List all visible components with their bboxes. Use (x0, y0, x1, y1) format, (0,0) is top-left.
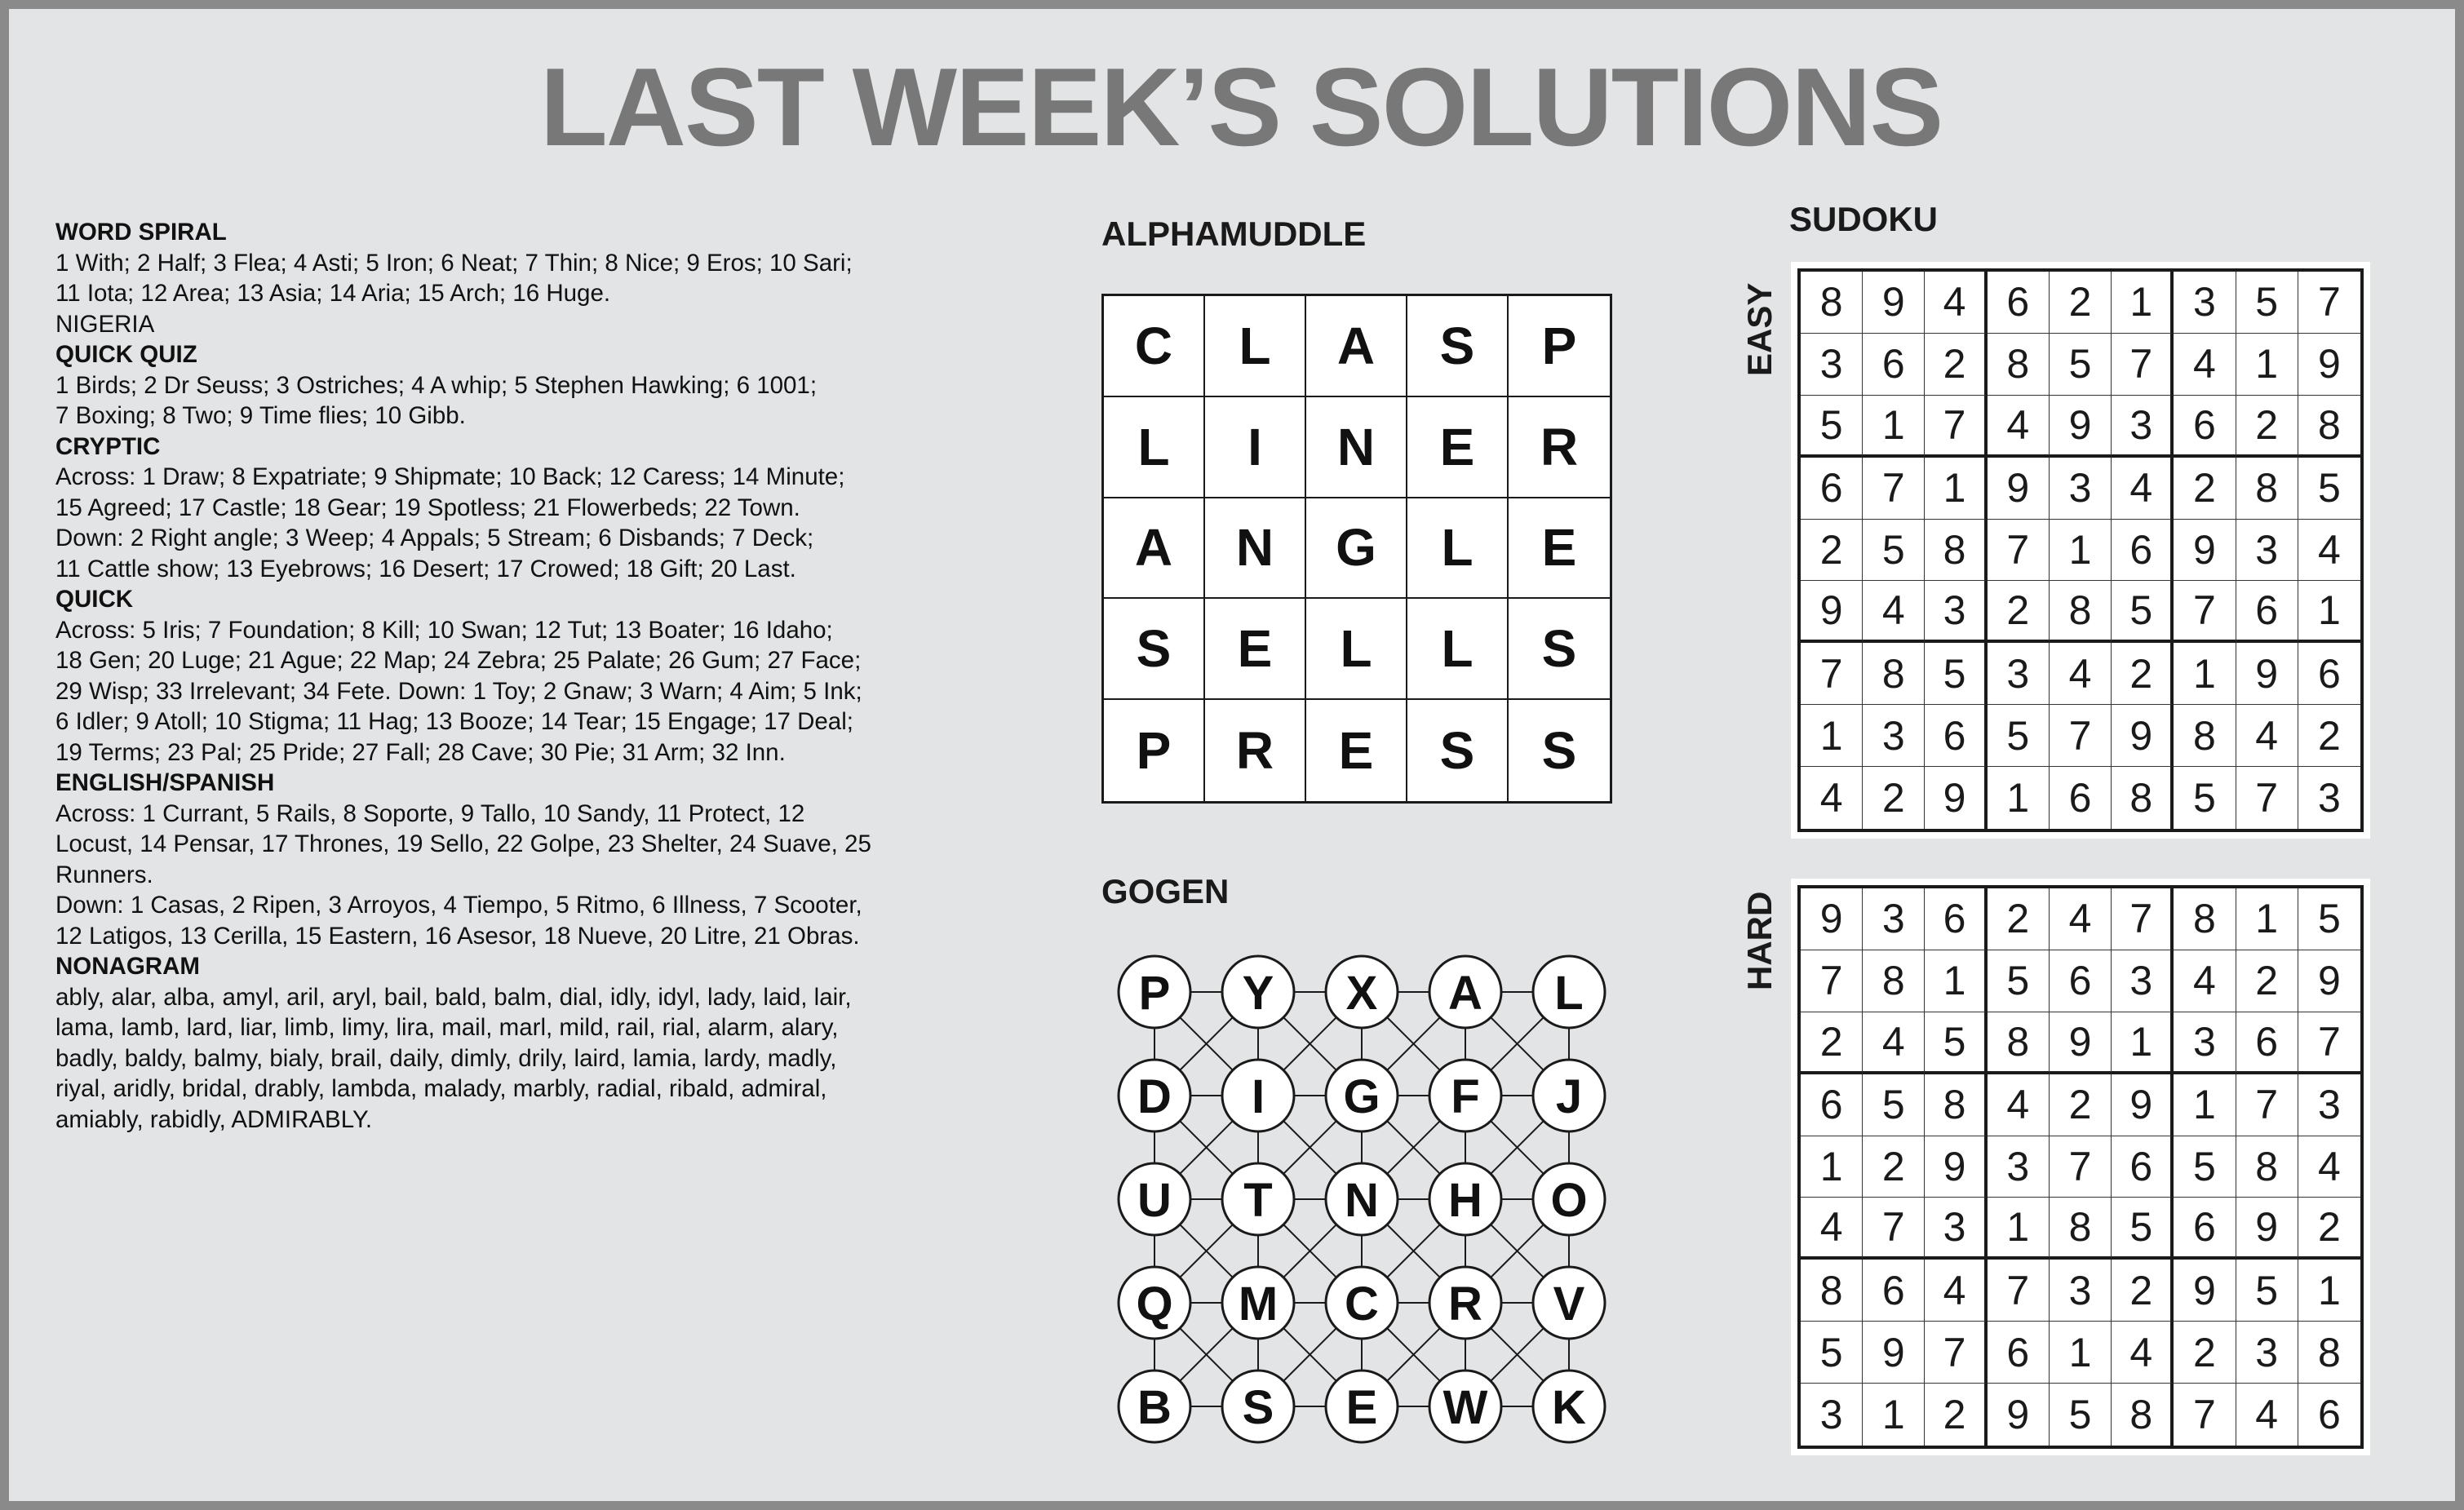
alphamuddle-cell: P (1509, 296, 1610, 397)
sudoku-cell: 5 (2236, 1260, 2298, 1322)
sudoku-cell: 7 (1988, 1260, 2050, 1322)
sudoku-cell: 3 (2298, 1074, 2360, 1136)
sudoku-cell: 2 (2050, 1074, 2112, 1136)
gogen-node (1533, 956, 1605, 1028)
sudoku-cell: 8 (1863, 950, 1925, 1012)
sudoku-cell: 6 (1863, 1260, 1925, 1322)
alphamuddle-cell: S (1509, 599, 1610, 700)
alphamuddle-label: ALPHAMUDDLE (1101, 215, 1367, 253)
sudoku-cell: 7 (2298, 272, 2360, 334)
sudoku-cell: 8 (2298, 396, 2360, 458)
sudoku-cell: 4 (1863, 1012, 1925, 1074)
sudoku-cell: 1 (1988, 1198, 2050, 1260)
sudoku-cell: 3 (2112, 950, 2174, 1012)
sudoku-cell: 5 (2050, 1384, 2112, 1446)
section-heading: CRYPTIC (55, 432, 161, 460)
gogen-label: GOGEN (1101, 872, 1230, 910)
solution-line: 1 With; 2 Half; 3 Flea; 4 Asti; 5 Iron; 6 Neat; 7 Thin; 8 Nice; 9 Eros; 10 Sari; (55, 249, 853, 277)
gogen-letter: T (1243, 1174, 1273, 1227)
sudoku-cell: 7 (1863, 1198, 1925, 1260)
gogen-node (1222, 1060, 1294, 1131)
sudoku-cell: 6 (2112, 520, 2174, 582)
section-heading: QUICK QUIZ (55, 341, 197, 368)
sudoku-cell: 3 (2050, 1260, 2112, 1322)
alphamuddle-cell: L (1407, 498, 1509, 600)
gogen-node (1533, 1371, 1605, 1442)
solution-line: 29 Wisp; 33 Irrelevant; 34 Fete. Down: 1 Toy; 2 Gnaw; 3 Warn; 4 Aim; 5 Ink; (55, 677, 862, 705)
sudoku-cell: 1 (2174, 643, 2236, 705)
sudoku-cell: 5 (1863, 520, 1925, 582)
section-heading: ENGLISH/SPANISH (55, 769, 275, 796)
gogen-node (1326, 1371, 1398, 1442)
sudoku-cell: 7 (2174, 581, 2236, 643)
sudoku-cell: 9 (1863, 1322, 1925, 1384)
gogen-letter: W (1443, 1381, 1488, 1434)
sudoku-cell: 1 (1863, 1384, 1925, 1446)
sudoku-cell: 8 (2112, 1384, 2174, 1446)
sudoku-cell: 7 (1988, 520, 2050, 582)
gogen-node (1326, 1267, 1398, 1339)
sudoku-cell: 7 (2236, 1074, 2298, 1136)
sudoku-cell: 8 (1988, 1012, 2050, 1074)
solution-line: Locust, 14 Pensar, 17 Thrones, 19 Sello, 22 Golpe, 23 Shelter, 24 Suave, 25 (55, 830, 871, 857)
alphamuddle-cell: L (1306, 599, 1407, 700)
gogen-node (1429, 1163, 1501, 1235)
solution-section (55, 217, 994, 339)
solution-line: Across: 1 Currant, 5 Rails, 8 Soporte, 9 Tallo, 10 Sandy, 11 Protect, 12 (55, 799, 805, 827)
solution-line: 6 Idler; 9 Atoll; 10 Stigma; 11 Hag; 13 Booze; 14 Tear; 15 Engage; 17 Deal; (55, 708, 853, 735)
gogen-letter: U (1137, 1174, 1172, 1227)
sudoku-cell: 6 (2174, 1198, 2236, 1260)
sudoku-cell: 7 (2112, 888, 2174, 950)
alphamuddle-cell: E (1407, 397, 1509, 498)
sudoku-cell: 6 (1988, 272, 2050, 334)
sudoku-cell: 1 (1801, 1136, 1863, 1198)
sudoku-cell: 5 (1925, 643, 1987, 705)
sudoku-cell: 4 (2050, 888, 2112, 950)
sudoku-cell: 4 (2236, 1384, 2298, 1446)
sudoku-cell: 2 (1801, 1012, 1863, 1074)
sudoku-cell: 5 (1801, 1322, 1863, 1384)
solution-line: 12 Latigos, 13 Cerilla, 15 Eastern, 16 Asesor, 18 Nueve, 20 Litre, 21 Obras. (55, 922, 860, 950)
text-solutions-column (55, 217, 994, 1135)
solution-line: Down: 2 Right angle; 3 Weep; 4 Appals; 5 Stream; 6 Disbands; 7 Deck; (55, 525, 814, 551)
section-heading: QUICK (55, 586, 134, 613)
gogen-node (1533, 1267, 1605, 1339)
solution-line: 18 Gen; 20 Luge; 21 Ague; 22 Map; 24 Zebra; 25 Palate; 26 Gum; 27 Face; (55, 647, 862, 674)
sudoku-cell: 4 (1988, 396, 2050, 458)
alphamuddle-cell: I (1205, 397, 1306, 498)
sudoku-cell: 1 (2050, 1322, 2112, 1384)
sudoku-cell: 8 (2174, 705, 2236, 767)
sudoku-cell: 2 (2236, 950, 2298, 1012)
solution-line: Runners. (55, 861, 153, 888)
sudoku-cell: 1 (2298, 1260, 2360, 1322)
sudoku-cell: 9 (2298, 334, 2360, 396)
sudoku-cell: 7 (2050, 705, 2112, 767)
sudoku-cell: 3 (2236, 1322, 2298, 1384)
sudoku-cell: 1 (1925, 950, 1987, 1012)
sudoku-cell: 2 (1925, 1384, 1987, 1446)
gogen-node (1326, 1163, 1398, 1235)
gogen-letter: B (1137, 1381, 1172, 1434)
sudoku-cell: 5 (1988, 950, 2050, 1012)
sudoku-hard-panel (1791, 879, 2370, 1455)
alphamuddle-cell: S (1407, 700, 1509, 801)
alphamuddle-cell: E (1509, 498, 1610, 600)
alphamuddle-cell: S (1541, 721, 1577, 781)
sudoku-cell: 1 (2236, 334, 2298, 396)
sudoku-cell: 1 (2236, 888, 2298, 950)
sudoku-cell: 6 (2112, 1136, 2174, 1198)
sudoku-cell: 4 (1801, 767, 1863, 829)
sudoku-cell: 7 (1925, 1322, 1987, 1384)
gogen-node (1119, 956, 1190, 1028)
alphamuddle-cell: A (1306, 296, 1407, 397)
gogen-node (1119, 1060, 1190, 1131)
sudoku-cell: 2 (1988, 888, 2050, 950)
solution-line: badly, baldy, balmy, bialy, brail, daily, dimly, drily, laird, lamia, lardy, madly, (55, 1044, 837, 1072)
sudoku-cell: 4 (2298, 520, 2360, 582)
solution-line: Across: 1 Draw; 8 Expatriate; 9 Shipmate; 10 Back; 12 Caress; 14 Minute; (55, 463, 845, 490)
sudoku-cell: 2 (2236, 396, 2298, 458)
sudoku-cell: 8 (1925, 520, 1987, 582)
gogen-node (1429, 1267, 1501, 1339)
sudoku-cell: 1 (1925, 458, 1987, 520)
sudoku-cell: 9 (2298, 950, 2360, 1012)
sudoku-cell: 6 (1925, 888, 1987, 950)
sudoku-cell: 3 (2112, 396, 2174, 458)
alphamuddle-cell: L (1205, 296, 1306, 397)
solution-line: 7 Boxing; 8 Two; 9 Time flies; 10 Gibb. (55, 402, 466, 429)
sudoku-cell: 3 (2236, 520, 2298, 582)
sudoku-cell: 8 (2112, 767, 2174, 829)
gogen-node (1533, 1163, 1605, 1235)
alphamuddle-cell: R (1509, 397, 1610, 498)
sudoku-cell: 7 (1801, 643, 1863, 705)
sudoku-cell: 2 (1801, 520, 1863, 582)
sudoku-cell: 7 (2236, 767, 2298, 829)
sudoku-cell: 4 (2174, 950, 2236, 1012)
sudoku-cell: 3 (1988, 643, 2050, 705)
sudoku-cell: 2 (1925, 334, 1987, 396)
sudoku-cell: 7 (1925, 396, 1987, 458)
gogen-letter: X (1345, 967, 1378, 1020)
sudoku-cell: 2 (1863, 1136, 1925, 1198)
sudoku-cell: 4 (1863, 581, 1925, 643)
sudoku-cell: 1 (2174, 1074, 2236, 1136)
solution-line: ably, alar, alba, amyl, aril, aryl, bail, bald, balm, dial, idly, idyl, lady, laid, lair, (55, 983, 852, 1011)
gogen-node (1222, 1267, 1294, 1339)
solution-section (55, 584, 994, 768)
sudoku-cell: 3 (2174, 1012, 2236, 1074)
gogen-letter: Y (1242, 967, 1274, 1020)
sudoku-cell: 7 (2174, 1384, 2236, 1446)
sudoku-cell: 5 (1925, 1012, 1987, 1074)
sudoku-cell: 8 (2050, 1198, 2112, 1260)
sudoku-cell: 3 (1925, 1198, 1987, 1260)
sudoku-cell: 2 (2174, 458, 2236, 520)
alphamuddle-cell: P (1104, 700, 1205, 801)
alphamuddle-cell: E (1306, 700, 1407, 801)
sudoku-cell: 2 (2174, 1322, 2236, 1384)
sudoku-cell: 3 (1863, 705, 1925, 767)
gogen-letter: R (1448, 1278, 1482, 1331)
sudoku-cell: 6 (2174, 396, 2236, 458)
gogen-letter: I (1251, 1070, 1265, 1123)
sudoku-cell: 3 (2317, 775, 2341, 821)
sudoku-cell: 1 (2298, 581, 2360, 643)
sudoku-cell: 2 (2050, 272, 2112, 334)
sudoku-cell: 3 (1801, 1384, 1863, 1446)
sudoku-label: SUDOKU (1789, 200, 1939, 238)
alphamuddle-cell: C (1104, 296, 1205, 397)
gogen-letter: Q (1136, 1278, 1173, 1331)
solution-line: lama, lamb, lard, liar, limb, limy, lira, mail, marl, mild, rail, rial, alarm, alary, (55, 1014, 839, 1041)
sudoku-cell: 6 (1988, 1322, 2050, 1384)
sudoku-cell: 4 (1801, 1198, 1863, 1260)
sudoku-cell: 2 (2298, 705, 2360, 767)
gogen-letter: P (1138, 967, 1171, 1020)
gogen-letter: A (1448, 967, 1482, 1020)
sudoku-cell: 8 (1925, 1074, 1987, 1136)
sudoku-cell: 5 (2236, 272, 2298, 334)
sudoku-cell: 6 (2236, 581, 2298, 643)
sudoku-cell: 1 (1863, 396, 1925, 458)
sudoku-cell: 1 (2050, 520, 2112, 582)
sudoku-cell: 4 (2112, 458, 2174, 520)
sudoku-cell: 4 (1925, 1260, 1987, 1322)
solution-line: 19 Terms; 23 Pal; 25 Pride; 27 Fall; 28 Cave; 30 Pie; 31 Arm; 32 Inn. (55, 738, 786, 766)
sudoku-cell: 9 (1801, 888, 1863, 950)
solution-line: amiably, rabidly, ADMIRABLY. (55, 1105, 373, 1133)
gogen-letter: H (1448, 1174, 1482, 1227)
alphamuddle-cell: R (1205, 700, 1306, 801)
sudoku-cell: 3 (2174, 272, 2236, 334)
sudoku-cell: 1 (2112, 272, 2174, 334)
sudoku-cell: 5 (1988, 705, 2050, 767)
section-heading: NONAGRAM (55, 953, 200, 980)
sudoku-cell: 1 (1988, 767, 2050, 829)
sudoku-cell: 8 (1863, 643, 1925, 705)
gogen-letter: M (1238, 1278, 1279, 1331)
gogen-node (1326, 1060, 1398, 1131)
gogen-node (1429, 1060, 1501, 1131)
alphamuddle-cell: L (1407, 599, 1509, 700)
alphamuddle-cell: G (1306, 498, 1407, 600)
sudoku-cell: 4 (2050, 643, 2112, 705)
sudoku-easy-label: EASY (1740, 282, 1779, 376)
sudoku-cell: 7 (2298, 1012, 2360, 1074)
sudoku-cell: 8 (2236, 458, 2298, 520)
sudoku-hard-label: HARD (1740, 891, 1779, 990)
gogen-letter: G (1343, 1070, 1380, 1123)
gogen-node (1533, 1060, 1605, 1131)
sudoku-cell: 6 (1925, 705, 1987, 767)
sudoku-easy-panel (1791, 262, 2370, 839)
sudoku-cell: 9 (2174, 520, 2236, 582)
sudoku-cell: 5 (2050, 334, 2112, 396)
solution-line: 15 Agreed; 17 Castle; 18 Gear; 19 Spotless; 21 Flowerbeds; 22 Town. (55, 494, 800, 521)
sudoku-cell: 8 (1988, 334, 2050, 396)
sudoku-cell: 4 (1988, 1074, 2050, 1136)
solution-line: riyal, aridly, bridal, drably, lambda, malady, marbly, radial, ribald, admiral, (55, 1075, 827, 1102)
sudoku-cell: 9 (2112, 705, 2174, 767)
sudoku-cell: 5 (2174, 767, 2236, 829)
alphamuddle-cell: S (1407, 296, 1509, 397)
sudoku-cell: 9 (2050, 396, 2112, 458)
page-title: LAST WEEK’S SOLUTIONS (539, 45, 1943, 169)
gogen-letter: O (1550, 1174, 1588, 1227)
sudoku-cell: 8 (2174, 888, 2236, 950)
sudoku-cell: 6 (1801, 458, 1863, 520)
sudoku-cell: 9 (1988, 1384, 2050, 1446)
sudoku-cell: 3 (2050, 458, 2112, 520)
gogen-node (1429, 1371, 1501, 1442)
sudoku-cell: 9 (1801, 581, 1863, 643)
sudoku-cell: 7 (2050, 1136, 2112, 1198)
gogen-letter: K (1552, 1381, 1586, 1434)
sudoku-cell: 6 (1863, 334, 1925, 396)
sudoku-cell: 9 (2112, 1074, 2174, 1136)
gogen-letter: C (1345, 1278, 1379, 1331)
gogen-letter: E (1345, 1381, 1378, 1434)
sudoku-cell: 2 (2112, 1260, 2174, 1322)
sudoku-cell: 6 (2236, 1012, 2298, 1074)
gogen-node (1429, 956, 1501, 1028)
alphamuddle-cell: S (1104, 599, 1205, 700)
alphamuddle-cell: L (1104, 397, 1205, 498)
sudoku-cell: 2 (2112, 643, 2174, 705)
sudoku-cell: 3 (1801, 334, 1863, 396)
sudoku-cell: 1 (1801, 705, 1863, 767)
solution-line: NIGERIA (55, 310, 155, 338)
sudoku-cell: 5 (2298, 458, 2360, 520)
sudoku-cell: 3 (1988, 1136, 2050, 1198)
sudoku-cell: 5 (1863, 1074, 1925, 1136)
sudoku-cell: 8 (1801, 272, 1863, 334)
sudoku-cell: 2 (1988, 581, 2050, 643)
sudoku-cell: 8 (2050, 581, 2112, 643)
sudoku-cell: 5 (2174, 1136, 2236, 1198)
sudoku-cell: 3 (1863, 888, 1925, 950)
gogen-grid (1094, 931, 1624, 1477)
solution-line: 11 Iota; 12 Area; 13 Asia; 14 Aria; 15 Arch; 16 Huge. (55, 280, 611, 307)
sudoku-cell: 6 (2317, 1392, 2341, 1438)
alphamuddle-cell: N (1205, 498, 1306, 600)
solution-line: 11 Cattle show; 13 Eyebrows; 16 Desert; 17 Crowed; 18 Gift; 20 Last. (55, 555, 796, 582)
sudoku-cell: 8 (2298, 1322, 2360, 1384)
sudoku-cell: 9 (1925, 767, 1987, 829)
sudoku-cell: 8 (2236, 1136, 2298, 1198)
gogen-letter: F (1451, 1070, 1480, 1123)
sudoku-cell: 6 (2050, 767, 2112, 829)
gogen-node (1222, 956, 1294, 1028)
solution-section (55, 768, 994, 951)
sudoku-cell: 4 (2236, 705, 2298, 767)
alphamuddle-grid (1101, 294, 1612, 804)
sudoku-cell: 1 (2112, 1012, 2174, 1074)
gogen-letter: J (1555, 1070, 1583, 1123)
sudoku-cell: 9 (1988, 458, 2050, 520)
gogen-letter: S (1242, 1381, 1274, 1434)
gogen-node (1326, 956, 1398, 1028)
sudoku-cell: 9 (2174, 1260, 2236, 1322)
sudoku-cell: 7 (1863, 458, 1925, 520)
gogen-letter: D (1137, 1070, 1172, 1123)
section-heading: WORD SPIRAL (55, 219, 227, 246)
sudoku-cell: 9 (1925, 1136, 1987, 1198)
sudoku-cell: 6 (2298, 643, 2360, 705)
sudoku-cell: 2 (2298, 1198, 2360, 1260)
sudoku-cell: 4 (2174, 334, 2236, 396)
sudoku-cell: 5 (2112, 581, 2174, 643)
sudoku-cell: 4 (1925, 272, 1987, 334)
alphamuddle-cell: E (1205, 599, 1306, 700)
sudoku-cell: 5 (2112, 1198, 2174, 1260)
gogen-node (1119, 1163, 1190, 1235)
sudoku-cell: 9 (2236, 1198, 2298, 1260)
sudoku-cell: 7 (1801, 950, 1863, 1012)
sudoku-cell: 5 (1801, 396, 1863, 458)
sudoku-cell: 9 (2050, 1012, 2112, 1074)
gogen-node (1222, 1371, 1294, 1442)
gogen-letter: V (1553, 1278, 1585, 1331)
sudoku-cell: 6 (1801, 1074, 1863, 1136)
sudoku-cell: 9 (1863, 272, 1925, 334)
alphamuddle-cell: A (1104, 498, 1205, 600)
solution-section (55, 432, 994, 585)
sudoku-hard-grid (1797, 885, 2364, 1449)
solution-section (55, 951, 994, 1135)
sudoku-cell: 8 (1801, 1260, 1863, 1322)
sudoku-cell: 4 (2298, 1136, 2360, 1198)
gogen-node (1222, 1163, 1294, 1235)
sudoku-cell: 7 (2112, 334, 2174, 396)
sudoku-cell: 6 (2050, 950, 2112, 1012)
sudoku-cell: 5 (2298, 888, 2360, 950)
gogen-node (1119, 1371, 1190, 1442)
sudoku-cell: 9 (2236, 643, 2298, 705)
alphamuddle-cell: N (1306, 397, 1407, 498)
gogen-letter: L (1554, 967, 1584, 1020)
sudoku-cell: 2 (1863, 767, 1925, 829)
solution-line: 1 Birds; 2 Dr Seuss; 3 Ostriches; 4 A whip; 5 Stephen Hawking; 6 1001; (55, 371, 818, 399)
solution-line: Down: 1 Casas, 2 Ripen, 3 Arroyos, 4 Tiempo, 5 Ritmo, 6 Illness, 7 Scooter, (55, 892, 862, 919)
gogen-node (1119, 1267, 1190, 1339)
sudoku-easy-grid (1797, 268, 2364, 832)
sudoku-cell: 4 (2112, 1322, 2174, 1384)
solution-line: Across: 5 Iris; 7 Foundation; 8 Kill; 10 Swan; 12 Tut; 13 Boater; 16 Idaho; (55, 616, 833, 644)
gogen-letter: N (1345, 1174, 1379, 1227)
solution-section (55, 339, 994, 432)
sudoku-cell: 3 (1925, 581, 1987, 643)
